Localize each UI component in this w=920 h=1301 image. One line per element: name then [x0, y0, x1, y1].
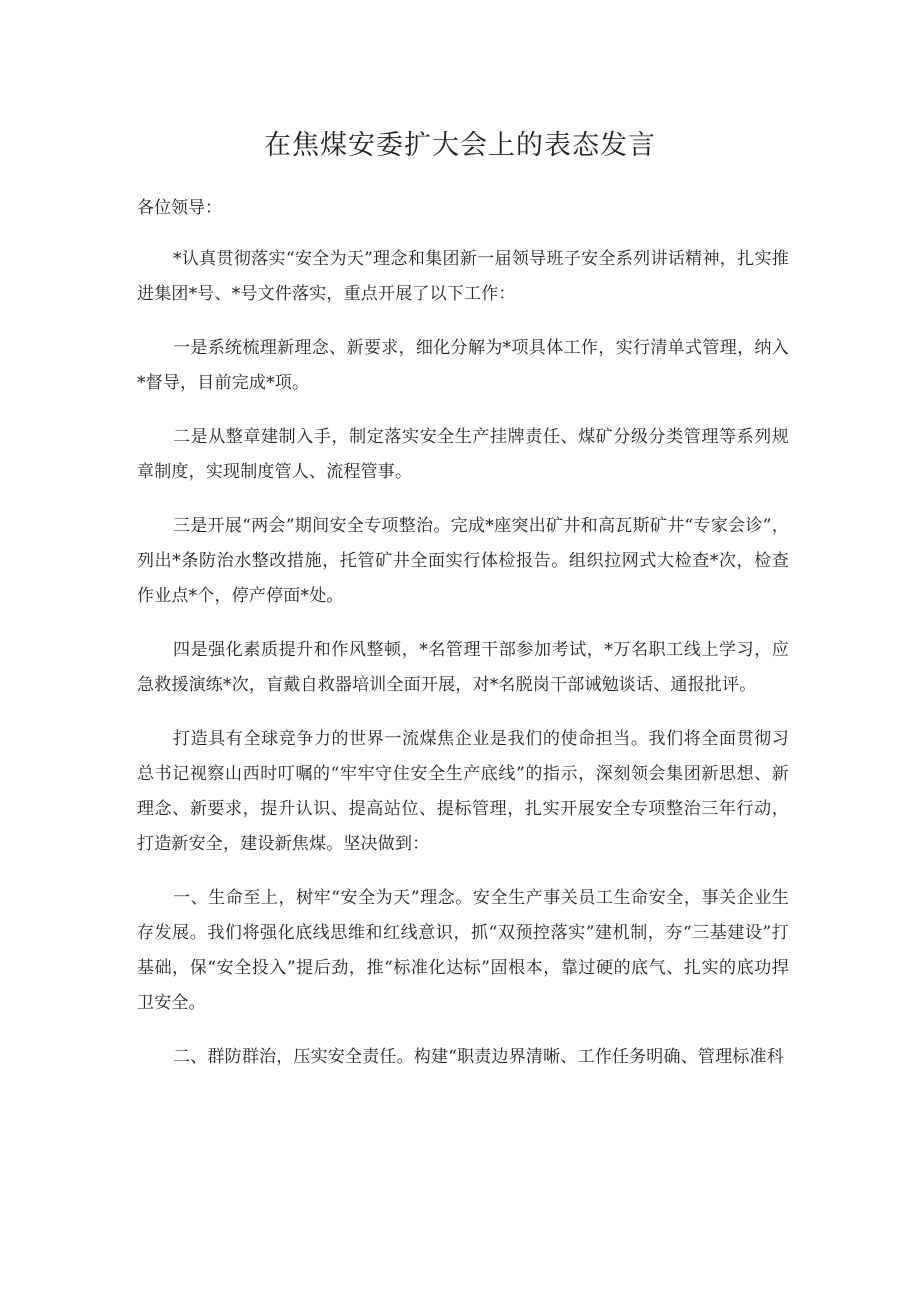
document-title: 在焦煤安委扩大会上的表态发言 — [264, 130, 656, 161]
paragraph-item-4: 四是强化素质提升和作风整顿，*名管理干部参加考试，*万名职工线上学习，应急救援演练*次，盲戴自救器培训全面开展，对*名脱岗干部诫勉谈话、通报批评。 — [137, 640, 789, 695]
paragraph-item-1: 一是系统梳理新理念、新要求，细化分解为*项具体工作，实行清单式管理，纳入*督导，目前完成*项。 — [137, 338, 789, 393]
paragraph-item-3: 三是开展“两会”期间安全专项整治。完成*座突出矿井和高瓦斯矿井“专家会诊”，列出*条防治水整改措施，托管矿井全面实行体检报告。组织拉网式大检查*次，检查作业点*个，停产停面*处。 — [137, 516, 789, 606]
document-body — [137, 242, 789, 1094]
paragraph-commitment-2: 二、群防群治，压实安全责任。构建“职责边界清晰、工作任务明确、管理标准科 — [173, 1047, 784, 1067]
salutation: 各位领导： — [137, 198, 222, 218]
paragraph-commitment-1: 一、生命至上，树牢“安全为天”理念。安全生产事关员工生命安全，事关企业生存发展。我们将强化底线思维和红线意识，抓“双预控落实”建机制，夯“三基建设”打基础，保“安全投入”提后劲，推“标准化达标”固根本，靠过硬的底气、扎实的底功捍卫安全。 — [137, 888, 789, 1013]
paragraph-mission: 打造具有全球竞争力的世界一流煤焦企业是我们的使命担当。我们将全面贯彻习总书记视察山西时叮嘱的“牢牢守住安全生产底线”的指示，深刻领会集团新思想、新理念、新要求，提升认识、提高站位、提标管理，扎实开展安全专项整治三年行动，打造新安全，建设新焦煤。坚决做到： — [137, 729, 789, 854]
paragraph-item-2: 二是从整章建制入手，制定落实安全生产挂牌责任、煤矿分级分类管理等系列规章制度，实现制度管人、流程管事。 — [137, 427, 789, 482]
paragraph-intro: *认真贯彻落实“安全为天”理念和集团新一届领导班子安全系列讲话精神，扎实推进集团*号、*号文件落实，重点开展了以下工作： — [137, 249, 789, 304]
